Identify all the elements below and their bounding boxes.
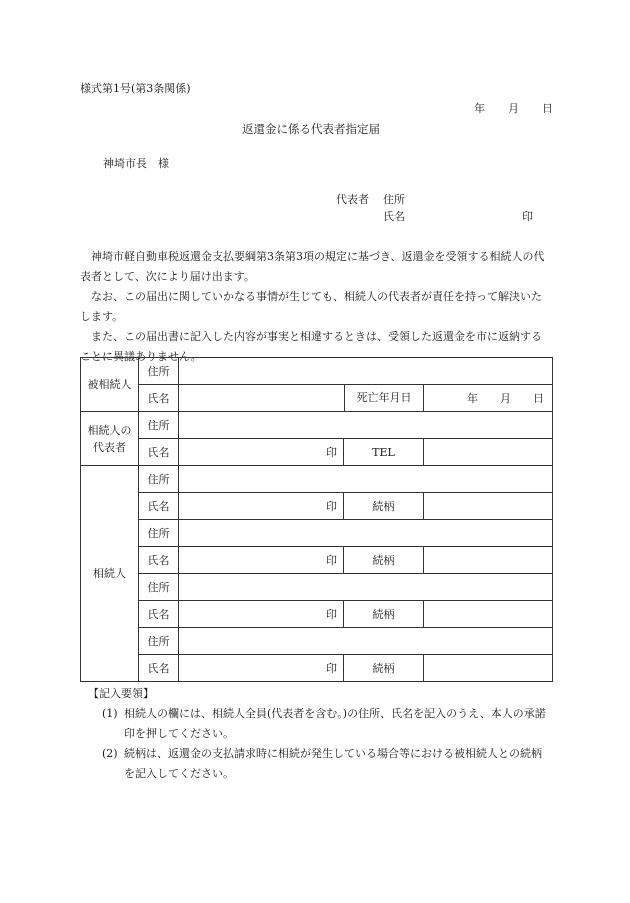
- deceased-group-label: 被相続人: [81, 358, 139, 412]
- representative-tel-field[interactable]: [424, 439, 553, 466]
- table-row: [81, 574, 553, 601]
- instruction-number: (2): [102, 747, 118, 760]
- paragraph-responsibility: なお、この届出に関していかなる事情が生じても、相続人の代表者が責任を持って解決いたします。: [80, 290, 542, 323]
- death-date-value[interactable]: 年 月 日: [424, 385, 553, 412]
- deceased-name-label: 氏名: [139, 385, 179, 412]
- heir-2-name-label: 氏名: [139, 547, 179, 574]
- table-row: [81, 466, 553, 493]
- heir-2-seal: 印: [179, 547, 344, 574]
- heir-1-address-field[interactable]: [179, 466, 553, 493]
- table-row: [81, 439, 553, 466]
- heir-1-seal: 印: [179, 493, 344, 520]
- death-date-label: 死亡年月日: [356, 391, 412, 404]
- applicant-role-label: 代表者: [336, 193, 369, 206]
- instruction-item: [80, 744, 552, 784]
- representative-tel-label: TEL: [344, 439, 424, 466]
- representative-seal: 印: [179, 439, 344, 466]
- heir-1-name-label: 氏名: [139, 493, 179, 520]
- deceased-name-input[interactable]: [179, 385, 345, 411]
- representative-group-label: [81, 412, 139, 466]
- paragraph-legal-basis: 神埼市軽自動車税返還金支払要綱第3条第3項の規定に基づき、返還金を受領する相続人の代表者として、次により届け出ます。: [80, 250, 545, 283]
- heir-4-address-field[interactable]: [179, 628, 553, 655]
- applicant-seal: 印: [522, 210, 533, 223]
- table-row: [81, 520, 553, 547]
- representative-address-field[interactable]: [179, 412, 553, 439]
- deceased-address-field[interactable]: [179, 358, 553, 385]
- heirs-table: [80, 357, 553, 682]
- heir-2-address-field[interactable]: [179, 520, 553, 547]
- applicant-address-label: 住所: [383, 193, 405, 206]
- heir-2-address-label: 住所: [139, 520, 179, 547]
- deceased-address-label: 住所: [139, 358, 179, 385]
- deceased-name-field[interactable]: [179, 385, 424, 412]
- heir-1-relationship-label: 続柄: [344, 493, 424, 520]
- heir-4-seal: 印: [179, 655, 344, 682]
- table-row: [81, 547, 553, 574]
- table-row: [81, 385, 553, 412]
- heir-1-relationship-field[interactable]: [424, 493, 553, 520]
- submission-date: 年 月 日: [474, 102, 559, 115]
- instruction-text: 続柄は、返還金の支払請求時に相続が発生している場合等における被相続人との続柄を記入してください。: [124, 747, 542, 780]
- table-row: [81, 628, 553, 655]
- heirs-group-label: 相続人: [81, 466, 139, 682]
- body-text: [80, 247, 552, 367]
- heir-3-relationship-label: 続柄: [344, 601, 424, 628]
- form-number: 様式第1号(第3条関係): [80, 82, 191, 95]
- table-row: [81, 358, 553, 385]
- heir-3-address-label: 住所: [139, 574, 179, 601]
- heir-3-seal: 印: [179, 601, 344, 628]
- instruction-number: (1): [102, 707, 118, 720]
- table-row: [81, 412, 553, 439]
- heir-3-address-field[interactable]: [179, 574, 553, 601]
- addressee: 神埼市長 様: [103, 157, 169, 170]
- heir-3-relationship-field[interactable]: [424, 601, 553, 628]
- instructions-heading: 【記入要領】: [88, 687, 154, 700]
- instructions: [80, 684, 552, 784]
- document-title: 返還金に係る代表者指定届: [242, 122, 380, 136]
- applicant-name-label: 氏名: [383, 210, 405, 223]
- heir-4-address-label: 住所: [139, 628, 179, 655]
- representative-address-label: 住所: [139, 412, 179, 439]
- table-row: [81, 655, 553, 682]
- heir-4-relationship-field[interactable]: [424, 655, 553, 682]
- paragraph-no-objection: また、この届出書に記入した内容が事実と相違するときは、受領した返還金を市に返納することに異議ありません。: [80, 330, 542, 363]
- heir-4-relationship-label: 続柄: [344, 655, 424, 682]
- representative-label: 相続人の 代表者: [87, 423, 132, 454]
- instruction-item: [80, 704, 552, 744]
- heir-2-relationship-field[interactable]: [424, 547, 553, 574]
- heir-1-address-label: 住所: [139, 466, 179, 493]
- table-row: [81, 601, 553, 628]
- table-row: [81, 493, 553, 520]
- instruction-text: 相続人の欄には、相続人全員(代表者を含む。)の住所、氏名を記入のうえ、本人の承諾印を押してください。: [124, 707, 546, 740]
- heir-2-relationship-label: 続柄: [344, 547, 424, 574]
- representative-name-label: 氏名: [139, 439, 179, 466]
- heir-4-name-label: 氏名: [139, 655, 179, 682]
- heir-3-name-label: 氏名: [139, 601, 179, 628]
